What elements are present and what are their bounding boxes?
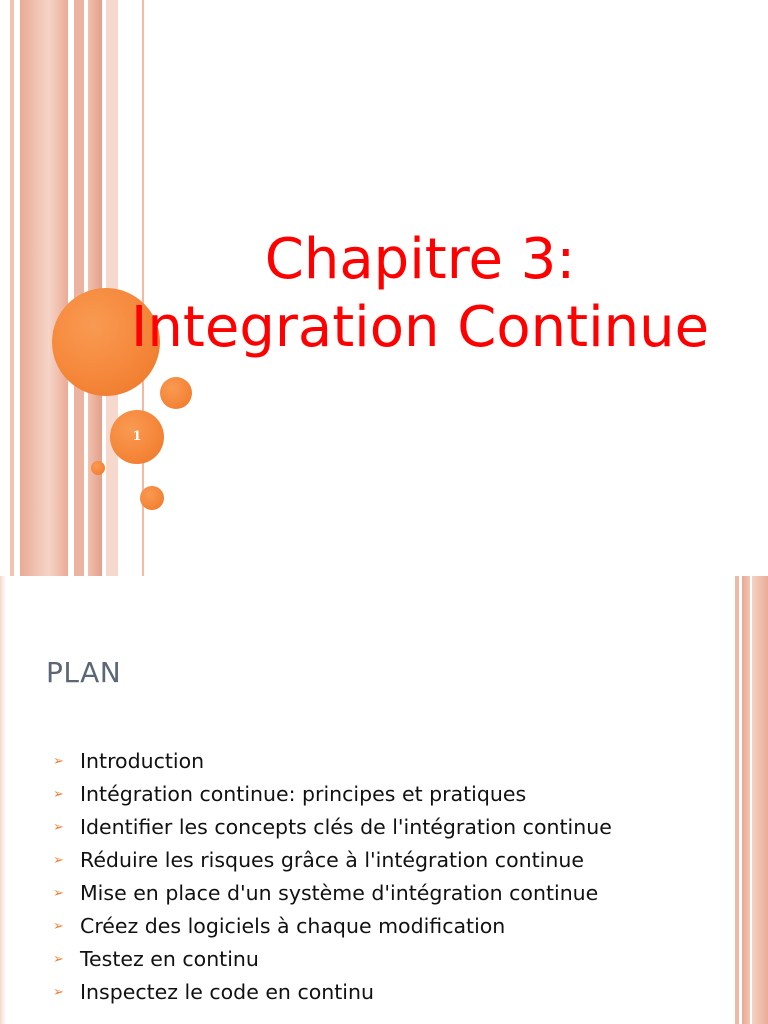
plan-bullet-text: Introduction (80, 749, 205, 773)
plan-bullet-item (50, 814, 690, 841)
plan-bullet-text: Testez en continu (80, 947, 259, 971)
slide-number: 1 (132, 429, 142, 444)
arrowhead-icon: ➢ (53, 886, 64, 901)
arrowhead-icon: ➢ (53, 919, 64, 934)
plan-bullet-text: Identifier les concepts clés de l'intégration continue (80, 815, 612, 839)
arrowhead-icon: ➢ (53, 853, 64, 868)
plan-bullet-item (50, 979, 690, 1006)
decorative-circle (160, 377, 192, 409)
plan-bullet-item (50, 781, 690, 808)
plan-bullet-text: Réduire les risques grâce à l'intégration continue (80, 848, 584, 872)
plan-bullet-text: Inspectez le code en continu (80, 980, 374, 1004)
decorative-stripe (752, 576, 768, 1024)
arrowhead-icon: ➢ (53, 787, 64, 802)
slide-title-line1: Chapitre 3: (264, 227, 576, 292)
plan-slide (0, 576, 768, 1024)
slide-title-line2: Integration Continue (130, 295, 710, 360)
plan-heading: PLAN (46, 656, 122, 689)
arrowhead-icon: ➢ (53, 985, 64, 1000)
arrowhead-icon: ➢ (53, 952, 64, 967)
plan-bullet-text: Mise en place d'un système d'intégration continue (80, 881, 599, 905)
plan-bullet-text: Créez des logiciels à chaque modification (80, 914, 506, 938)
slide-title (120, 226, 720, 362)
plan-bullet-item (50, 847, 690, 874)
decorative-stripe (0, 576, 6, 1024)
plan-bullet-item (50, 880, 690, 907)
arrowhead-icon: ➢ (53, 754, 64, 769)
plan-bullet-item (50, 748, 690, 775)
plan-bullet-item (50, 913, 690, 940)
decorative-stripe (742, 576, 750, 1024)
decorative-stripe (735, 576, 739, 1024)
decorative-circle (91, 461, 105, 475)
plan-bullet-list (50, 748, 690, 1012)
decorative-stripe (20, 0, 68, 576)
plan-bullet-text: Intégration continue: principes et pratiques (80, 782, 527, 806)
arrowhead-icon: ➢ (53, 820, 64, 835)
plan-bullet-item (50, 946, 690, 973)
decorative-circle (140, 486, 164, 510)
decorative-stripe (10, 0, 14, 576)
decorative-stripe (74, 0, 84, 576)
